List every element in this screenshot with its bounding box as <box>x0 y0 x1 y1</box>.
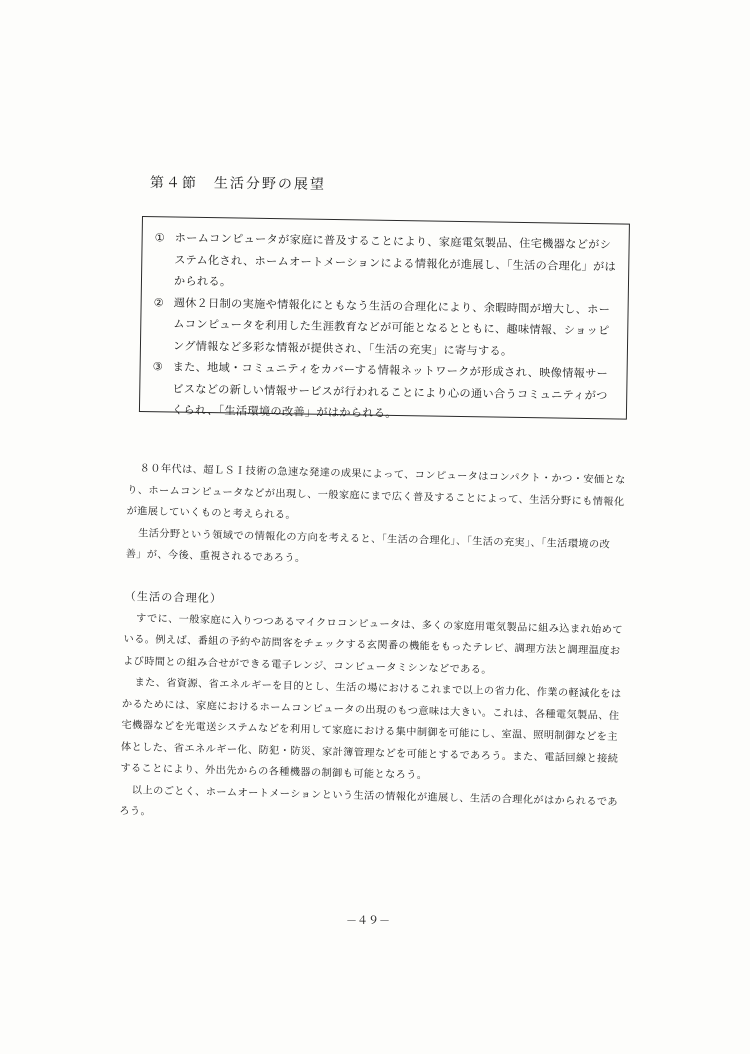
summary-item-text: ホームコンピュータが家庭に普及することにより、家庭電気製品、住宅機器などがシステム化され、ホームオートメーションによる情報化が進展し、「生活の合理化」がはかられる。 <box>173 231 617 289</box>
summary-item-1 <box>154 227 619 299</box>
intro-paragraph-1: ８０年代は、超ＬＳＩ技術の急速な発達の成果によって、コンピュータはコンパクト・かつ・安価となり、ホームコンピュータなどが出現し、一般家庭にまで広く普及することによって、生活分野にも情報化が進展していくものと考えられる。 <box>126 463 626 522</box>
summary-item-number: ② <box>153 295 165 309</box>
summary-item-text: また、地域・コミュニティをカバーする情報ネットワークが形成され、映像情報サービスなどの新しい情報サービスが行われることにより心の通い合うコミュニティがつくられ、「生活環境の改善」がはかられる。 <box>171 360 609 421</box>
body-paragraph-1: すでに、一般家庭に入りつつあるマイクロコンピュータは、多くの家庭用電気製品に組み込まれ始めている。例えば、番組の予約や訪問客をチェックする玄関番の機能をもったテレビ、調理方法と調理温度および時間との組み合せができる電子レンジ、コンピュータミシンなどである。 <box>122 612 623 676</box>
summary-item-number: ① <box>154 231 166 245</box>
summary-item-text: 週休２日制の実施や情報化にともなう生活の合理化により、余暇時間が増大し、ホームコンピュータを利用した生涯教育などが可能となるとともに、趣味情報、ショッピング情報など多彩な情報が提供され、「生活の充実」に寄与する。 <box>172 296 611 358</box>
subsection-heading: （生活の合理化） <box>124 589 223 605</box>
summary-box <box>139 216 630 420</box>
body-text <box>119 458 628 835</box>
page-number: －４９－ <box>346 914 390 927</box>
summary-item-number: ③ <box>152 360 164 374</box>
summary-item-2 <box>153 292 618 364</box>
section-heading: 第４節 生活分野の展望 <box>149 174 326 193</box>
intro-paragraph-2: 生活分野という領域での情報化の方向を考えると、「生活の合理化」、「生活の充実」、「生活環境の改善」が、今後、重視されるであろう。 <box>125 527 611 565</box>
body-paragraph-2: また、省資源、省エネルギーを目的とし、生活の場におけるこれまで以上の省力化、作業の軽減化をはかるためには、家庭におけるホームコンピュータの出現のもつ意味は大きい。これは、各種電気製品、住宅機器などを光電送システムなどを利用して家庭における集中制御を可能にし、室温、照明制御などを主体とした、省エネルギー化、防犯・防災、家計簿管理などを可能とするであろう。また、電話回線と接続することにより、外出先からの各種機器の制御も可能となろう。 <box>120 677 622 782</box>
body-paragraph-3: 以上のごとく、ホームオートメーションという生活の情報化が進展し、生活の合理化がはかられるであろう。 <box>119 784 619 818</box>
summary-item-3 <box>152 356 617 428</box>
